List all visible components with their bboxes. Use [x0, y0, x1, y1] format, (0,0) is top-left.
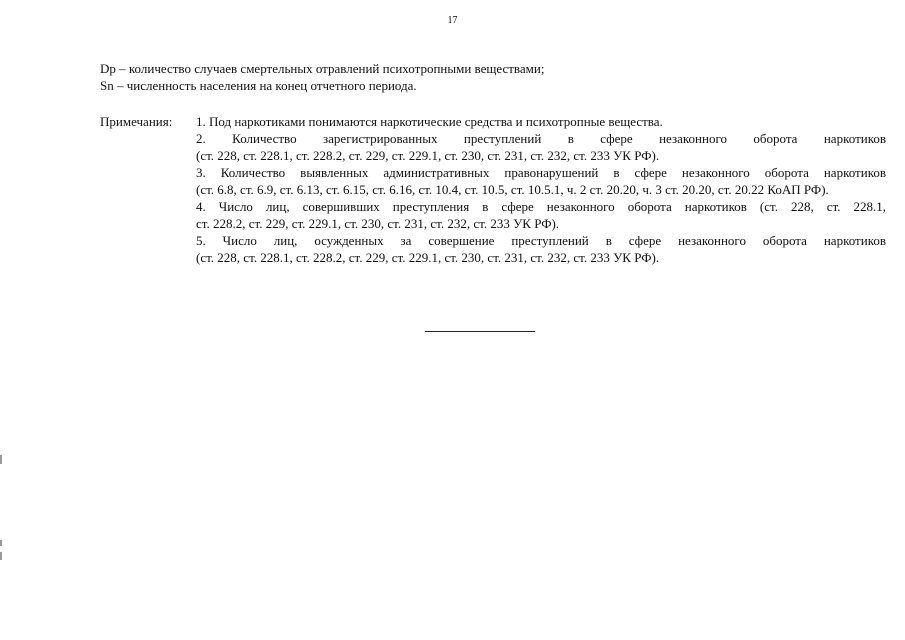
- note-item-3: [196, 164, 886, 198]
- note-5-text-line1: 5. Число лиц, осужденных за совершение преступлений в сфере незаконного оборота наркотиков: [196, 233, 886, 248]
- notes-list: [196, 113, 886, 266]
- note-item-2: [196, 130, 886, 164]
- note-5-text-line2: (ст. 228, ст. 228.1, ст. 228.2, ст. 229, ст. 229.1, ст. 230, ст. 231, ст. 232, ст. 233 УК РФ).: [196, 250, 660, 265]
- page-number: 17: [447, 15, 458, 26]
- scan-margin-mark: [0, 540, 2, 546]
- definition-dp: Dp – количество случаев смертельных отравлений психотропными веществами;: [100, 61, 545, 76]
- note-4-text-line2: ст. 228.2, ст. 229, ст. 229.1, ст. 230, ст. 231, ст. 232, ст. 233 УК РФ).: [196, 216, 560, 231]
- note-1-text: 1. Под наркотиками понимаются наркотические средства и психотропные вещества.: [196, 114, 663, 129]
- note-4-text-line1: 4. Число лиц, совершивших преступления в сфере незаконного оборота наркотиков (ст. 228, ст. 228.1,: [196, 199, 886, 214]
- note-2-text-line2: (ст. 228, ст. 228.1, ст. 228.2, ст. 229, ст. 229.1, ст. 230, ст. 231, ст. 232, ст. 233 УК РФ).: [196, 148, 660, 163]
- note-3-text-line1: 3. Количество выявленных административных правонарушений в сфере незаконного оборота наркотиков: [196, 165, 886, 180]
- note-item-1: [196, 113, 886, 130]
- definition-sn: Sn – численность населения на конец отчетного периода.: [100, 78, 417, 93]
- end-separator-line: [425, 331, 535, 332]
- note-2-text-line1: 2. Количество зарегистрированных преступлений в сфере незаконного оборота наркотиков: [196, 131, 886, 146]
- scan-margin-mark: [0, 552, 2, 560]
- definitions-block: [100, 60, 800, 94]
- note-item-4: [196, 198, 886, 232]
- notes-label: Примечания:: [100, 114, 173, 129]
- scan-margin-mark: [0, 455, 2, 464]
- note-item-5: [196, 232, 886, 266]
- note-3-text-rest: (ст. 6.8, ст. 6.9, ст. 6.13, ст. 6.15, ст. 6.16, ст. 10.4, ст. 10.5, ст. 10.5.1, ч. 2 ст. 20.20, ч. 3 ст. 20.20, ст. 20.22 КоАП РФ).: [196, 182, 829, 197]
